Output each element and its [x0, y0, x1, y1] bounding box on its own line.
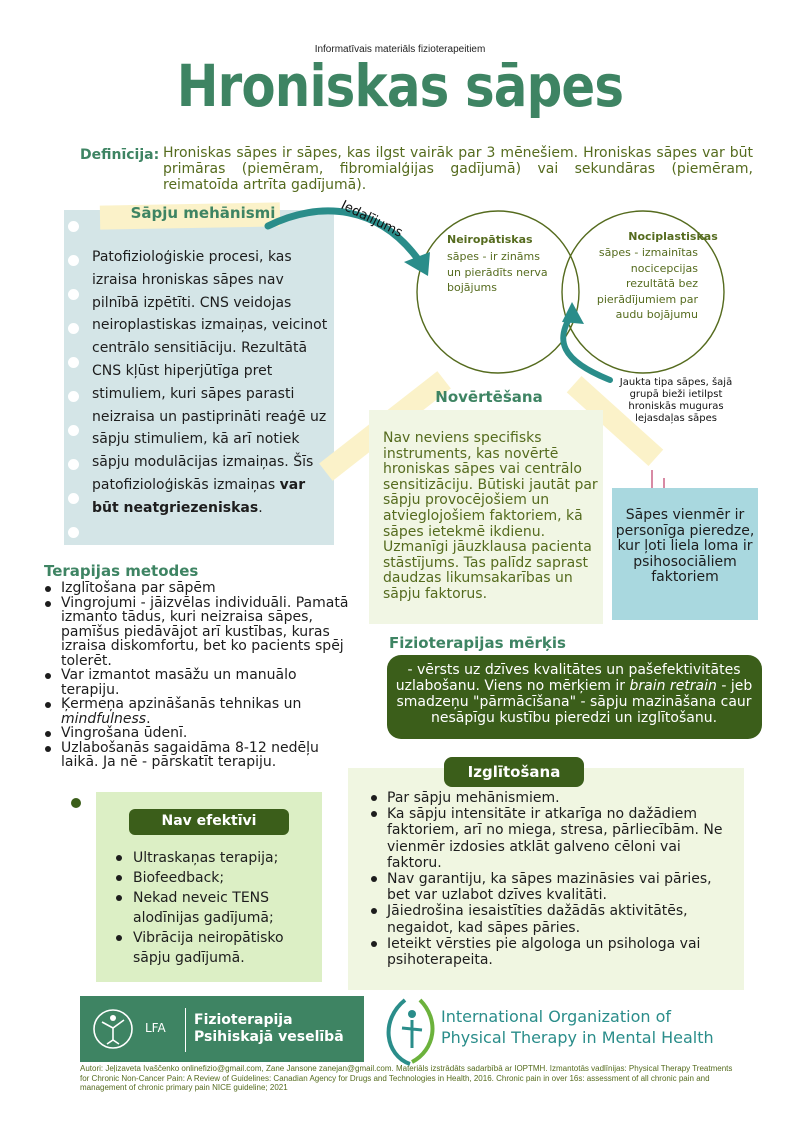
mixed-arrow: [563, 314, 610, 380]
lfa-full-name: Fizioterapija Psihiskajā veselībā: [194, 1012, 344, 1045]
credits-footer: Autori: Jeļizaveta Ivaščenko onlinefizio@gmail.com, Zane Jansone zanejan@gmail.com. Materiāls izstrādāts sadarbībā ar IOPTMH. Izmantotās vadlīnijas: Physical Therapy Treatments for Chronic Non-Cancer Pain: A Review of Guidelines: Canadian Agency for Drugs and Technologies in Health, 2016. Chronic pain in over 16s: assessment of all chronic pain and management of chronic primary pain NICE guideline; 2021: [80, 1064, 733, 1092]
hole-dot: [68, 289, 79, 300]
goals-italic: brain retrain: [629, 678, 717, 694]
list-item: Vingrošana ūdenī.: [44, 726, 354, 741]
list-item: Var izmantot masāžu un manuālo terapiju.: [44, 668, 354, 697]
ioptmh-name: International Organization of Physical Therapy in Mental Health: [441, 1007, 714, 1047]
ineffective-list: [115, 848, 315, 968]
ineffective-title: Nav efektīvi: [161, 813, 257, 829]
arrow-head-icon: [562, 302, 584, 324]
hole-dot: [68, 255, 79, 266]
definition-text: Hroniskas sāpes ir sāpes, kas ilgst vairāk par 3 mēnešiem. Hroniskas sāpes var būt primāras (piemēram, fibromialģijas gadījumā) vai sekundāras (piemēram, reimatoīda artrīta gadījumā).: [163, 145, 753, 193]
lfa-figure: [102, 1020, 124, 1044]
note-text: Sāpes vienmēr ir personīga pieredze, kur ļoti liela loma ir psihosociāliem faktoriem: [615, 507, 755, 586]
list-item-italic: mindfulness: [61, 710, 147, 727]
definition-label: Definīcija:: [80, 147, 160, 163]
goals-text-a: - vērsts uz dzīves kvalitātes un pašefektivitātes uzlabošanu. Viens no mērķiem ir: [395, 662, 741, 694]
mechanisms-bold: var būt neatgriezeniskas: [92, 476, 306, 516]
mechanisms-body: Patofizioloģiskie procesi, kas izraisa hroniskas sāpes nav pilnībā izpētīti. CNS veidojas neiroplastiskas izmaiņas, veicinot centrālo sensitiāciju. Rezultātā CNS kļūst hiperjūtīga pret stimuliem, kuri sāpes parasti neizraisa un pastiprināti reaģē uz sāpju stimuliem, kā arī notiek sāpju modulācijas izmaiņas. Šīs patofizioloģiskās izmaiņas: [92, 249, 328, 493]
education-title: Izglītošana: [467, 763, 561, 781]
list-item: Vingrojumi - jāizvēlas individuāli. Pamatā izmanto tādus, kuri neizraisa sāpes, pamīšus piedāvājot arī kustības, kuras izraisa diskomfortu, bet ko pacients spēj tolerēt.: [44, 596, 354, 669]
list-item: Biofeedback;: [115, 868, 315, 888]
page-title: Hroniskas sāpes: [176, 52, 624, 120]
methods-title: Terapijas metodes: [44, 562, 199, 580]
hole-dot: [68, 391, 79, 402]
arrow-head-icon: [404, 252, 430, 276]
nociplastic-title: Nociplastiskas: [628, 230, 718, 243]
list-item: Nekad neveic TENS alodīnijas gadījumā;: [115, 888, 315, 928]
list-item: Ka sāpju intensitāte ir atkarīga no dažādiem faktoriem, arī no miega, stresa, pārliecībām. Ne vienmēr izdosies atklāt galveno cēloni vai faktoru.: [370, 806, 730, 871]
pin-dot: [71, 798, 81, 808]
hole-dot: [68, 221, 79, 232]
assessment-title: Novērtēšana: [435, 388, 543, 406]
neuropathic-text: sāpes - ir zināms un pierādīts nerva bojājums: [447, 250, 548, 294]
neuropathic-title: Neiropātiskas: [447, 233, 533, 246]
division-arrow-label: Iedalījums: [338, 198, 405, 241]
list-item: Vibrācija neiropātisko sāpju gadījumā.: [115, 928, 315, 968]
list-item-tail: .: [146, 710, 151, 727]
lfa-head: [110, 1015, 116, 1021]
hole-dot: [68, 357, 79, 368]
mechanisms-title: Sāpju mehānismi: [130, 204, 276, 222]
list-item: Nav garantiju, ka sāpes mazināsies vai pāries, bet var uzlabot dzīves kvalitāti.: [370, 871, 730, 903]
list-item: Ieteikt vērsties pie algologa un psihologa vai psihoterapeita.: [370, 936, 730, 968]
goals-title: Fizioterapijas mērķis: [389, 634, 566, 652]
hole-dot: [68, 323, 79, 334]
methods-list: [44, 581, 354, 770]
logo-divider: [185, 1008, 186, 1052]
hole-dot: [68, 425, 79, 436]
list-item: Uzlabošanās sagaidāma 8-12 nedēļu laikā. Ja nē - pārskatīt terapiju.: [44, 741, 354, 770]
mixed-pain-note: Jaukta tipa sāpes, šajā grupā bieži ietilpst hroniskās muguras lejasdaļas sāpes: [619, 377, 733, 424]
goals-text-b: - jeb smadzeņu "pārmācīšana" - sāpju mazināšana caur nesāpīgu kustību pieredzi un izglītošanu.: [396, 678, 753, 726]
lfa-short-name: LFA: [145, 1021, 166, 1035]
list-item: Izglītošana par sāpēm: [44, 581, 354, 596]
document-kicker: Informatīvais materiāls fizioterapeitiem: [314, 44, 486, 55]
hole-dot: [68, 527, 79, 538]
hole-dot: [68, 493, 79, 504]
assessment-text: Nav neviens specifisks instruments, kas novērtē hroniskas sāpes vai centrālo sensitizāciju. Būtiski jautāt par sāpju provocējošiem un atvieglojošiem faktoriem, kā sāpes ietekmē ikdienu. Uzmanīgi jāuzklausa pacienta stāstījums. Tas palīdz saprast daudzas likumsakarības un sāpju faktorus.: [383, 430, 598, 602]
list-item: Ultraskaņas terapija;: [115, 848, 315, 868]
mechanisms-tail: .: [258, 499, 263, 516]
nociplastic-text: sāpes - izmainītas nocicepcijas rezultātā bez pierādījumiem par audu bojājumu: [596, 246, 698, 321]
hole-dot: [68, 459, 79, 470]
list-item: Par sāpju mehānismiem.: [370, 790, 730, 806]
list-item-text: Ķermeņa apzināšanās tehnikas un: [61, 696, 302, 712]
mechanisms-text: [92, 246, 332, 520]
list-item: [44, 697, 354, 726]
list-item: Jāiedrošina iesaistīties dažādās aktivitātēs, negaidot, kad sāpes pāries.: [370, 903, 730, 935]
goals-text: [394, 662, 754, 726]
education-list: [370, 790, 730, 968]
ioptmh-logo-icon: [389, 1000, 433, 1064]
